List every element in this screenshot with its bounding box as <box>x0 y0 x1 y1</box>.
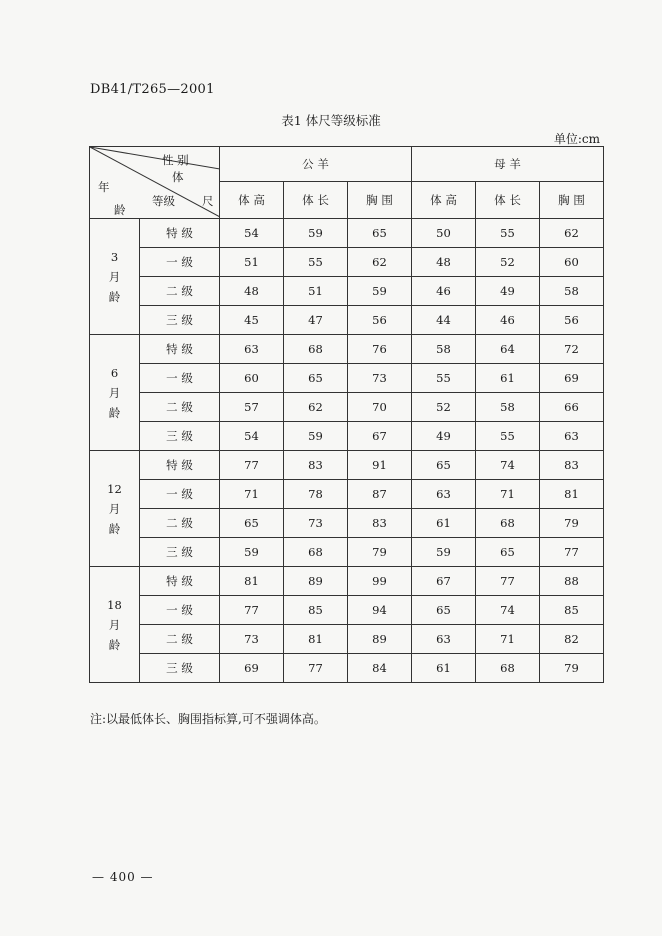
value-cell: 69 <box>220 654 284 683</box>
grade-cell: 特 级 <box>140 219 220 248</box>
table-row <box>90 596 604 625</box>
measure-header: 体 长 <box>284 182 348 219</box>
value-cell: 71 <box>476 625 540 654</box>
value-cell: 77 <box>540 538 604 567</box>
corner-age-top-label: 年 <box>98 180 110 194</box>
table-row <box>90 335 604 364</box>
table-row <box>90 625 604 654</box>
value-cell: 79 <box>540 509 604 538</box>
value-cell: 48 <box>412 248 476 277</box>
corner-grade-label: 等级 <box>152 194 175 208</box>
value-cell: 46 <box>476 306 540 335</box>
value-cell: 65 <box>284 364 348 393</box>
value-cell: 74 <box>476 596 540 625</box>
value-cell: 67 <box>412 567 476 596</box>
male-header: 公 羊 <box>220 147 412 182</box>
value-cell: 61 <box>476 364 540 393</box>
table-row <box>90 480 604 509</box>
value-cell: 63 <box>220 335 284 364</box>
age-label-char: 月 <box>108 501 121 516</box>
value-cell: 77 <box>476 567 540 596</box>
grade-standard-table <box>89 146 604 683</box>
age-group-cell <box>90 219 140 335</box>
value-cell: 62 <box>348 248 412 277</box>
value-cell: 68 <box>476 509 540 538</box>
age-label-char: 月 <box>108 385 121 400</box>
measure-header: 体 长 <box>476 182 540 219</box>
value-cell: 63 <box>412 480 476 509</box>
value-cell: 55 <box>476 219 540 248</box>
table-row <box>90 451 604 480</box>
value-cell: 52 <box>476 248 540 277</box>
table-row <box>90 248 604 277</box>
value-cell: 49 <box>476 277 540 306</box>
grade-cell: 三 级 <box>140 422 220 451</box>
value-cell: 71 <box>476 480 540 509</box>
value-cell: 91 <box>348 451 412 480</box>
value-cell: 66 <box>540 393 604 422</box>
grade-cell: 三 级 <box>140 538 220 567</box>
grade-cell: 二 级 <box>140 625 220 654</box>
value-cell: 67 <box>348 422 412 451</box>
value-cell: 81 <box>540 480 604 509</box>
value-cell: 52 <box>412 393 476 422</box>
value-cell: 63 <box>412 625 476 654</box>
value-cell: 58 <box>476 393 540 422</box>
value-cell: 56 <box>540 306 604 335</box>
age-label-char: 6 <box>110 365 119 380</box>
value-cell: 69 <box>540 364 604 393</box>
grade-cell: 特 级 <box>140 451 220 480</box>
table-row <box>90 567 604 596</box>
value-cell: 77 <box>220 451 284 480</box>
table-row <box>90 364 604 393</box>
value-cell: 64 <box>476 335 540 364</box>
corner-body-label: 体 <box>172 170 184 184</box>
age-label-char: 12 <box>107 481 122 496</box>
table-row <box>90 654 604 683</box>
value-cell: 73 <box>348 364 412 393</box>
grade-cell: 特 级 <box>140 567 220 596</box>
age-label-char: 3 <box>110 249 119 264</box>
value-cell: 65 <box>412 596 476 625</box>
value-cell: 77 <box>284 654 348 683</box>
value-cell: 51 <box>284 277 348 306</box>
value-cell: 57 <box>220 393 284 422</box>
table-note: 注:以最低体长、胸围指标算,可不强调体高。 <box>90 712 326 726</box>
value-cell: 81 <box>284 625 348 654</box>
grade-cell: 二 级 <box>140 277 220 306</box>
value-cell: 79 <box>348 538 412 567</box>
grade-cell: 二 级 <box>140 509 220 538</box>
value-cell: 72 <box>540 335 604 364</box>
value-cell: 61 <box>412 654 476 683</box>
value-cell: 58 <box>540 277 604 306</box>
value-cell: 73 <box>284 509 348 538</box>
age-label-char: 龄 <box>108 637 121 652</box>
age-group-cell <box>90 335 140 451</box>
value-cell: 48 <box>220 277 284 306</box>
age-label-char: 月 <box>108 617 121 632</box>
value-cell: 79 <box>540 654 604 683</box>
value-cell: 55 <box>476 422 540 451</box>
value-cell: 50 <box>412 219 476 248</box>
measure-header: 体 高 <box>220 182 284 219</box>
page-number: — 400 — <box>92 870 154 884</box>
value-cell: 59 <box>348 277 412 306</box>
value-cell: 68 <box>284 335 348 364</box>
value-cell: 78 <box>284 480 348 509</box>
table-row <box>90 306 604 335</box>
value-cell: 62 <box>540 219 604 248</box>
value-cell: 63 <box>540 422 604 451</box>
standard-code: DB41/T265—2001 <box>90 82 215 97</box>
table-row <box>90 219 604 248</box>
grade-cell: 一 级 <box>140 596 220 625</box>
value-cell: 85 <box>284 596 348 625</box>
age-group-cell <box>90 567 140 683</box>
diagonal-corner-cell <box>90 147 220 219</box>
value-cell: 59 <box>412 538 476 567</box>
value-cell: 47 <box>284 306 348 335</box>
value-cell: 60 <box>540 248 604 277</box>
value-cell: 77 <box>220 596 284 625</box>
age-label-char: 龄 <box>108 405 121 420</box>
value-cell: 82 <box>540 625 604 654</box>
grade-cell: 一 级 <box>140 480 220 509</box>
value-cell: 89 <box>348 625 412 654</box>
table-row <box>90 422 604 451</box>
table-caption: 表1 体尺等级标准 <box>281 113 381 128</box>
value-cell: 87 <box>348 480 412 509</box>
value-cell: 46 <box>412 277 476 306</box>
value-cell: 83 <box>348 509 412 538</box>
value-cell: 76 <box>348 335 412 364</box>
table-row <box>90 393 604 422</box>
value-cell: 68 <box>284 538 348 567</box>
table-row <box>90 277 604 306</box>
grade-cell: 二 级 <box>140 393 220 422</box>
value-cell: 65 <box>348 219 412 248</box>
value-cell: 55 <box>284 248 348 277</box>
female-header: 母 羊 <box>412 147 604 182</box>
value-cell: 68 <box>476 654 540 683</box>
value-cell: 59 <box>220 538 284 567</box>
measure-header: 胸 围 <box>540 182 604 219</box>
corner-age-bottom-label: 龄 <box>114 203 126 217</box>
value-cell: 59 <box>284 219 348 248</box>
value-cell: 58 <box>412 335 476 364</box>
age-label-char: 龄 <box>108 521 121 536</box>
table-row <box>90 509 604 538</box>
value-cell: 65 <box>220 509 284 538</box>
value-cell: 71 <box>220 480 284 509</box>
header-row-sex <box>90 147 604 182</box>
value-cell: 70 <box>348 393 412 422</box>
grade-cell: 一 级 <box>140 364 220 393</box>
value-cell: 83 <box>284 451 348 480</box>
value-cell: 73 <box>220 625 284 654</box>
value-cell: 89 <box>284 567 348 596</box>
unit-label: 单位:cm <box>553 132 600 146</box>
value-cell: 99 <box>348 567 412 596</box>
value-cell: 59 <box>284 422 348 451</box>
value-cell: 88 <box>540 567 604 596</box>
value-cell: 60 <box>220 364 284 393</box>
value-cell: 44 <box>412 306 476 335</box>
measure-header: 胸 围 <box>348 182 412 219</box>
value-cell: 62 <box>284 393 348 422</box>
value-cell: 49 <box>412 422 476 451</box>
age-group-cell <box>90 451 140 567</box>
value-cell: 94 <box>348 596 412 625</box>
value-cell: 83 <box>540 451 604 480</box>
age-label-char: 龄 <box>108 289 121 304</box>
value-cell: 85 <box>540 596 604 625</box>
grade-cell: 三 级 <box>140 654 220 683</box>
value-cell: 51 <box>220 248 284 277</box>
age-label-char: 月 <box>108 269 121 284</box>
value-cell: 54 <box>220 219 284 248</box>
table-row <box>90 538 604 567</box>
value-cell: 65 <box>476 538 540 567</box>
corner-ruler-label: 尺 <box>202 194 214 208</box>
value-cell: 84 <box>348 654 412 683</box>
grade-cell: 特 级 <box>140 335 220 364</box>
grade-cell: 三 级 <box>140 306 220 335</box>
value-cell: 55 <box>412 364 476 393</box>
value-cell: 45 <box>220 306 284 335</box>
corner-sex-label: 性 别 <box>162 153 189 167</box>
value-cell: 81 <box>220 567 284 596</box>
age-label-char: 18 <box>107 597 122 612</box>
value-cell: 61 <box>412 509 476 538</box>
value-cell: 54 <box>220 422 284 451</box>
value-cell: 74 <box>476 451 540 480</box>
value-cell: 65 <box>412 451 476 480</box>
grade-cell: 一 级 <box>140 248 220 277</box>
value-cell: 56 <box>348 306 412 335</box>
measure-header: 体 高 <box>412 182 476 219</box>
